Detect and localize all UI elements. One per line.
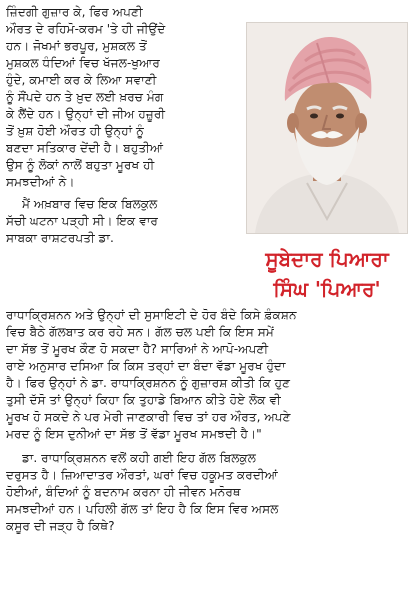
article-line: ਮਰਦ ਨੂੰ ਇਸ ਦੁਨੀਆਂ ਦਾ ਸੱਭ ਤੋਂ ਵੱਡਾ ਮੂਰਖ ਸਮਝਦੀ ਹੈ।" <box>6 427 262 441</box>
author-name-line-1: ਸੂਬੇਦਾਰ ਪਿਆਰਾ <box>265 247 389 271</box>
article-line: ਹੁੰਦੇ, ਕਮਾਈ ਕਰ ਕੇ ਲਿਆ ਸਵਾਣੀ <box>6 73 157 87</box>
article-line: ਔਰਤ ਦੇ ਰਹਿਮੋ-ਕਰਮ 'ਤੇ ਹੀ ਜੀਉਂਦੇ <box>6 22 166 36</box>
article-line: ਸਮਝਦੀਆਂ ਹਨ। ਪਹਿਲੀ ਗੱਲ ਤਾਂ ਇਹ ਹੈ ਕਿ ਇਸ ਵਿਰ ਅਸਲ <box>6 502 279 516</box>
article-line: ਉਸ ਨੂੰ ਲੋਕਾਂ ਨਾਲੋਂ ਬਹੁਤਾ ਮੂਰਖ ਹੀ <box>6 158 155 172</box>
article-line: ਸਮਝਦੀਆਂ ਨੇ। <box>6 175 75 189</box>
article-line: ਮੂਰਖ ਹੋ ਸਕਦੇ ਨੇ ਪਰ ਮੇਰੀ ਜਾਣਕਾਰੀ ਵਿਚ ਤਾਂ ਹਰ ਔਰਤ, ਅਪਣੇ <box>6 410 291 424</box>
article-line: ਕੇ ਲੈਂਦੇ ਹਨ। ਉਨ੍ਹਾਂ ਦੀ ਜੀਅ ਹਜ਼ੂਰੀ <box>6 107 166 121</box>
article-line: ਰਾਧਾਕ੍ਰਿਸ਼ਨਨ ਅਤੇ ਉਨ੍ਹਾਂ ਦੀ ਸੁਸਾਇਟੀ ਦੇ ਹੋਰ ਬੰਦੇ ਕਿਸੇ ਫ਼ੰਕਸ਼ਨ <box>6 308 297 322</box>
author-photo <box>246 22 408 234</box>
article-line: ਹੋਈਆਂ, ਬੰਦਿਆਂ ਨੂੰ ਬਦਨਾਮ ਕਰਨਾ ਹੀ ਜੀਵਨ ਮਨੋਰਥ <box>6 485 241 499</box>
article-line: ਤੋਂ ਖ਼ੁਸ਼ ਹੋਈ ਔਰਤ ਹੀ ਉਨ੍ਹਾਂ ਨੂੰ <box>6 124 144 138</box>
article-line: ਕਸੂਰ ਦੀ ਜੜ੍ਹ ਹੈ ਕਿਥੇ? <box>6 519 115 533</box>
article-line: ਹਨ। ਜੋਖਮਾਂ ਭਰਪੂਰ, ਮੁਸ਼ਕਲ ਤੋਂ <box>6 39 147 53</box>
paragraph-start-line: ਮੈਂ ਅਖ਼ਬਾਰ ਵਿਚ ਇਕ ਬਿਲਕੁਲ <box>22 197 158 211</box>
article-line: ਤੁਸੀ ਦੱਸੋ ਤਾਂ ਉਨ੍ਹਾਂ ਕਿਹਾ ਕਿ ਤੁਹਾਡੇ ਬਿਆਨ ਕੀਤੇ ਹੋਏ ਲੋਕ ਵੀ <box>6 393 281 407</box>
author-name-line-2: ਸਿੰਘ 'ਪਿਆਰ' <box>273 277 381 301</box>
paragraph-start-line: ਡਾ. ਰਾਧਾਕ੍ਰਿਸ਼ਨਨ ਵਲੋਂ ਕਹੀ ਗਈ ਇਹ ਗੱਲ ਬਿਲਕੁਲ <box>22 451 256 465</box>
article-line <box>6 249 242 266</box>
article-line: ਰਾਏ ਅਨੁਸਾਰ ਦਸਿਆ ਕਿ ਕਿਸ ਤਰ੍ਹਾਂ ਦਾ ਬੰਦਾ ਵੱਡਾ ਮੂਰਖ ਹੁੰਦਾ <box>6 359 286 373</box>
article-line: ਬਣਦਾ ਸਤਿਕਾਰ ਦੇਂਦੀ ਹੈ। ਬਹੁਤੀਆਂ <box>6 141 164 155</box>
article-line: ਹੈ। ਫਿਰ ਉਨ੍ਹਾਂ ਨੇ ਡਾ. ਰਾਧਾਕ੍ਰਿਸ਼ਨਨ ਨੂੰ ਗੁਜ਼ਾਰਸ਼ ਕੀਤੀ ਕਿ ਹੁਣ <box>6 376 291 390</box>
author-portrait-image <box>247 23 407 233</box>
article-line: ਜ਼ਿੰਦਗੀ ਗੁਜ਼ਾਰ ਕੇ, ਫਿਰ ਅਪਣੀ <box>6 5 143 19</box>
article-line: ਨੂੰ ਸੌਂਪਦੇ ਹਨ ਤੇ ਖ਼ੁਦ ਲਈ ਖ਼ਰਚ ਮੰਗ <box>6 90 164 104</box>
article-line: ਵਿਚ ਬੈਠੇ ਗੱਲਬਾਤ ਕਰ ਰਹੇ ਸਨ। ਗੱਲ ਚਲ ਪਈ ਕਿ ਇਸ ਸਮੇਂ <box>6 325 274 339</box>
article-line: ਸੱਚੀ ਘਟਨਾ ਪੜ੍ਹੀ ਸੀ। ਇਕ ਵਾਰ <box>6 214 158 228</box>
article-line: ਦਾ ਸੱਭ ਤੋਂ ਮੂਰਖ ਕੌਣ ਹੋ ਸਕਦਾ ਹੈ? ਸਾਰਿਆਂ ਨੇ ਆਪੋ-ਅਪਣੀ <box>6 342 269 356</box>
article-line: ਮੁਸ਼ਕਲ ਧੰਦਿਆਂ ਵਿਚ ਖੱਜਲ-ਖੁਆਰ <box>6 56 160 70</box>
article-line: ਦਰੁਸਤ ਹੈ। ਜ਼ਿਆਦਾਤਰ ਔਰਤਾਂ, ਘਰਾਂ ਵਿਚ ਹਕੂਮਤ ਕਰਦੀਆਂ <box>6 468 278 482</box>
article-line: ਸਾਬਕਾ ਰਾਸ਼ਟਰਪਤੀ ਡਾ. <box>6 231 114 245</box>
